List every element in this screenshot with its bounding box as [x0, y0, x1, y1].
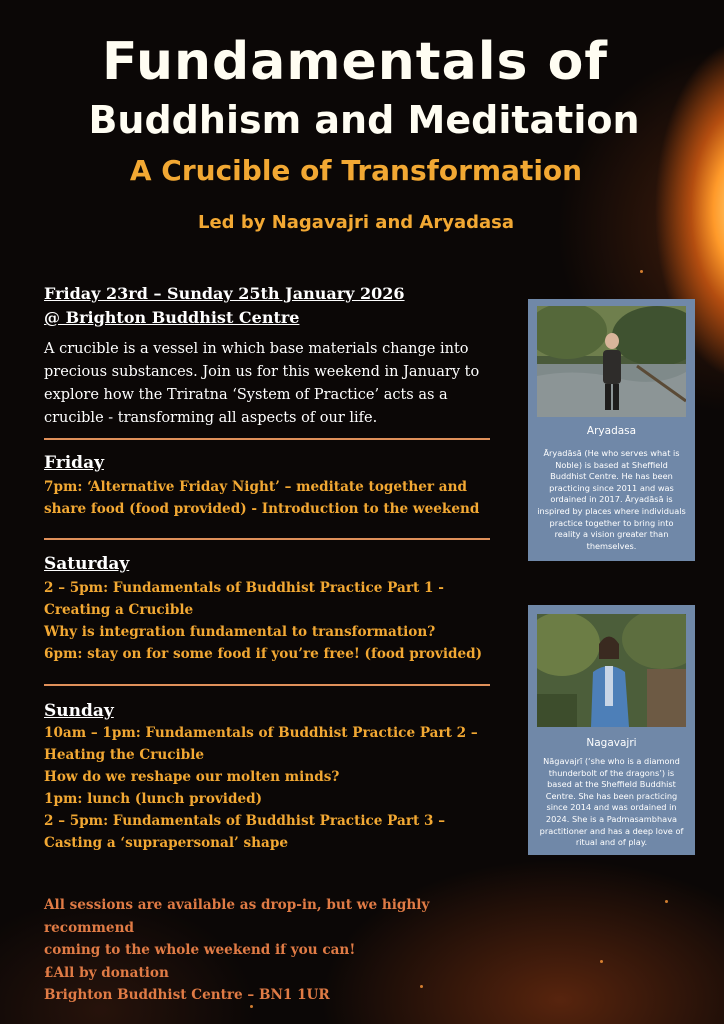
teacher-photo: [537, 614, 686, 727]
event-intro: A crucible is a vessel in which base materials change into precious substances. Join us for this weekend in January to explore how the Triratna ‘System of Practice’ acts as a crucible - transforming all aspects of our life.: [44, 341, 480, 426]
teacher-photo: [537, 306, 686, 417]
sunday-section: [44, 700, 504, 854]
event-venue: @ Brighton Buddhist Centre: [44, 308, 300, 327]
divider: [44, 538, 490, 540]
friday-section: [44, 452, 504, 520]
divider: [44, 684, 490, 686]
spark: [600, 960, 603, 963]
teacher-name: Nagavajri: [586, 737, 637, 749]
teacher-card-aryadasa: [528, 299, 695, 561]
event-dates-venue: [44, 282, 405, 330]
leaders-line: Led by Nagavajri and Aryadasa: [197, 212, 514, 233]
friday-body: 7pm: ‘Alternative Friday Night’ – meditate together and share food (food provided) - Introduction to the weekend: [44, 479, 480, 517]
saturday-section: [44, 553, 504, 665]
title-line-2: Buddhism and Meditation: [88, 98, 640, 142]
event-dates: Friday 23rd – Sunday 25th January 2026: [44, 284, 405, 303]
divider: [44, 438, 490, 440]
saturday-heading: Saturday: [44, 554, 130, 574]
spark: [665, 900, 668, 903]
teacher-card-nagavajri: [528, 605, 695, 855]
subtitle: A Crucible of Transformation: [129, 154, 583, 187]
teacher-name: Aryadasa: [586, 425, 637, 437]
teacher-bio: Āryadāsā (He who serves what is Noble) is based at Sheffield Buddhist Centre. He has been practicing since 2011 and was ordained in 2017. Āryadāsā is inspired by places where individuals practice together to bring into reality a vision greater than themselves.: [537, 448, 686, 551]
sunday-heading: Sunday: [44, 701, 114, 721]
sunday-body: 10am – 1pm: Fundamentals of Buddhist Practice Part 2 – Heating the Crucible How do we reshape our molten minds? 1pm: lunch (lunch provided) 2 – 5pm: Fundamentals of Buddhist Practice Part 3 – Casting a ‘suprapersonal’ shape: [44, 725, 478, 851]
saturday-body: 2 – 5pm: Fundamentals of Buddhist Practice Part 1 - Creating a Crucible Why is integration fundamental to transformation? 6pm: stay on for some food if you’re free! (food provided): [44, 580, 483, 662]
footer-info: All sessions are available as drop-in, but we highly recommend coming to the whole weekend if you can! £All by donation Brighton Buddhist Centre – BN1 1UR: [44, 897, 430, 1003]
spark: [640, 270, 643, 273]
teacher-bio: Nāgavajrī (‘she who is a diamond thunderbolt of the dragons’) is based at the Sheffield Buddhist Centre. She has been practicing since 2014 and was ordained in 2024. She is a Padmasambhava practitioner and has a deep love of ritual and of play.: [539, 756, 684, 848]
title-line-1: Fundamentals of: [102, 32, 608, 92]
friday-heading: Friday: [44, 453, 104, 473]
